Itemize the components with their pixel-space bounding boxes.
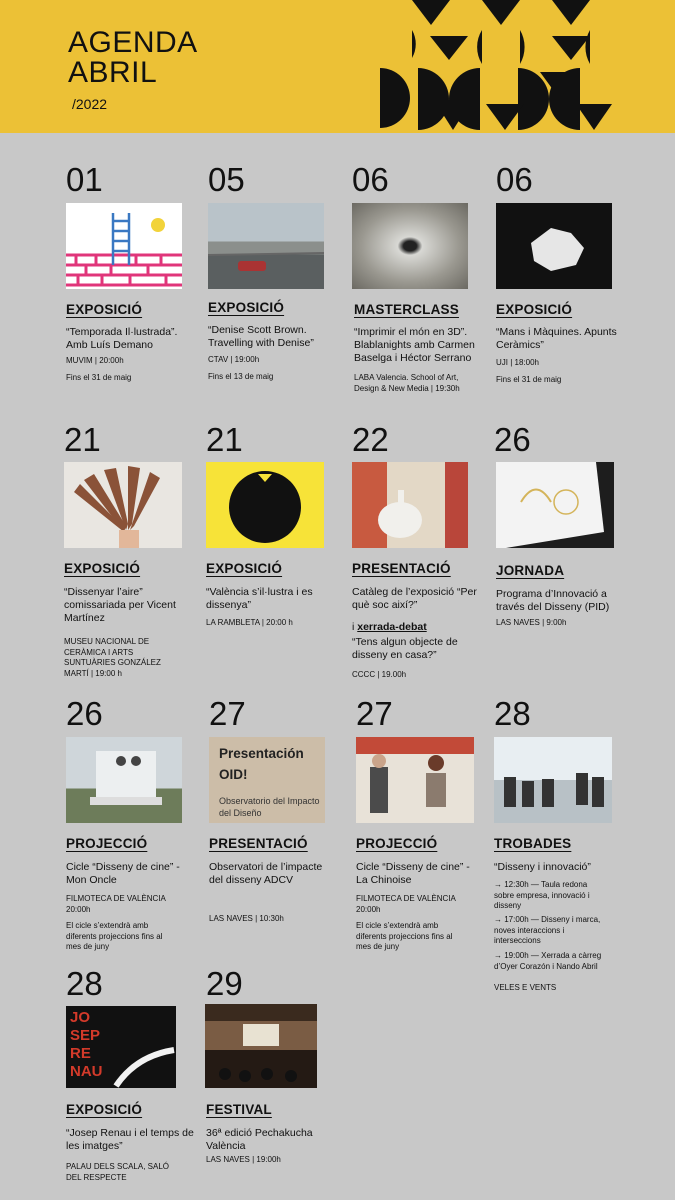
event-description: “Imprimir el món en 3D”. Blablanights amb Carmen Baselga i Héctor Serrano (354, 326, 475, 364)
desc-prefix: i (352, 621, 358, 633)
event-day: 01 (66, 161, 103, 198)
event-venue: PALAU DELS SCALA, SALÓ DEL RESPECTE (66, 1162, 170, 1182)
event-day: 29 (206, 965, 243, 1002)
event-day: 06 (496, 161, 533, 198)
event-day: 28 (494, 695, 531, 732)
event-extra: Fins el 13 de maig (208, 372, 274, 381)
event-description: “Mans i Màquines. Apunts Ceràmics” (496, 326, 617, 351)
event-image (496, 462, 614, 548)
event-description: Cicle “Disseny de cine” -Mon Oncle (66, 861, 180, 886)
event-venue: FILMOTECA DE VALÈNCIA 20:00h (66, 894, 166, 914)
event-venue: MUVIM | 20:00h (66, 356, 124, 365)
event-image (352, 203, 468, 289)
event-image (206, 462, 324, 548)
event-day: 05 (208, 161, 245, 198)
event-description: “Dissenyar l’aire” comissariada per Vicent Martínez (64, 586, 176, 624)
event-venue: FILMOTECA DE VALÈNCIA 20:00h (356, 894, 456, 914)
event-category: EXPOSICIÓ (206, 561, 283, 576)
event-image (356, 737, 474, 823)
event-category: FESTIVAL (206, 1102, 272, 1117)
header-banner (0, 0, 675, 133)
event-day: 26 (494, 421, 531, 458)
event-category: EXPOSICIÓ (64, 561, 141, 576)
event-image (208, 203, 324, 289)
event-day: 28 (66, 965, 103, 1002)
event-venue: LAS NAVES | 9:00h (496, 618, 567, 627)
event-extra: Fins el 31 de maig (66, 373, 132, 382)
event-description: “València s’il·lustra i es dissenya” (206, 586, 313, 611)
event-description-3: “Tens algun objecte de disseny en casa?” (352, 636, 458, 661)
image-title: Presentación OID! (219, 746, 304, 782)
event-category: TROBADES (494, 836, 572, 851)
event-venue: LAS NAVES | 10:30h (209, 914, 284, 923)
event-day: 21 (64, 421, 101, 458)
event-day: 21 (206, 421, 243, 458)
title-line-2: ABRIL (68, 56, 158, 89)
event-image (494, 737, 612, 823)
event-venue: CCCC | 19.00h (352, 670, 407, 679)
schedule-item: → 17:00h — Disseny i marca, noves interaccions i interseccions (494, 915, 601, 945)
event-image (66, 737, 182, 823)
event-description: Catàleg de l’exposició “Per què soc així?” (352, 586, 477, 611)
event-day: 27 (356, 695, 393, 732)
event-image (66, 1006, 176, 1088)
event-image (205, 1004, 317, 1088)
xerrada-debat-link[interactable]: xerrada-debat (357, 621, 427, 633)
event-category: PROJECCIÓ (66, 836, 148, 851)
event-extra: El cicle s’extendrà amb diferents projeccions fins al mes de juny (66, 921, 163, 951)
schedule-item: → 12:30h — Taula redona sobre empresa, innovació i disseny (494, 880, 590, 910)
event-extra: Fins el 31 de maig (496, 375, 562, 384)
event-description-2 (352, 621, 477, 634)
year-label: /2022 (72, 96, 108, 112)
event-description: “Denise Scott Brown. Travelling with Denise” (208, 324, 314, 349)
event-description: 36ª edició Pechakucha València (206, 1127, 313, 1152)
event-venue: UJI | 18:00h (496, 358, 539, 367)
event-category: PRESENTACIÓ (352, 561, 451, 576)
event-description: Programa d’Innovació a través del Disseny (PID) (496, 588, 610, 613)
event-description: “Disseny i innovació” (494, 861, 591, 873)
event-description: Cicle “Disseny de cine” - La Chinoise (356, 861, 470, 886)
event-category: PROJECCIÓ (356, 836, 438, 851)
event-image (66, 203, 182, 289)
event-image (64, 462, 182, 548)
event-category: JORNADA (496, 563, 565, 578)
event-image (496, 203, 612, 289)
event-category: EXPOSICIÓ (208, 300, 285, 315)
event-day: 27 (209, 695, 246, 732)
event-category: EXPOSICIÓ (496, 302, 573, 317)
event-venue: LABA Valencia. School of Art, Design & New Media | 19:30h (354, 373, 460, 393)
event-venue: MUSEU NACIONAL DE CERÀMICA I ARTS SUNTUÀRIES GONZÁLEZ MARTÍ | 19:00 h (64, 637, 161, 678)
image-title: JO SEP RE NAU (70, 1009, 103, 1080)
event-category: MASTERCLASS (354, 302, 459, 317)
event-venue: VELES E VENTS (494, 983, 557, 992)
image-subtitle: Observatorio del Impacto del Diseño (219, 796, 320, 818)
event-day: 26 (66, 695, 103, 732)
event-image (209, 737, 325, 823)
event-image (352, 462, 468, 548)
page-title (68, 28, 198, 88)
schedule-item: → 19:00h — Xerrada a càrreg d’Oyer Corazón i Nando Abril (494, 951, 602, 971)
event-venue: LAS NAVES | 19:00h (206, 1155, 281, 1164)
event-description: “Josep Renau i el temps de les imatges” (66, 1127, 194, 1152)
event-day: 06 (352, 161, 389, 198)
geometric-pattern-icon (380, 0, 615, 133)
event-venue: CTAV | 19:00h (208, 355, 260, 364)
event-category: EXPOSICIÓ (66, 302, 143, 317)
event-extra: El cicle s’extendrà amb diferents projeccions fins al mes de juny (356, 921, 453, 951)
event-description: “Temporada Il·lustrada”. Amb Luís Demano (66, 326, 178, 351)
event-description: Observatori de l’impacte del disseny ADCV (209, 861, 323, 886)
event-category: PRESENTACIÓ (209, 836, 308, 851)
title-line-1: AGENDA (68, 26, 198, 59)
event-day: 22 (352, 421, 389, 458)
event-venue: LA RAMBLETA | 20:00 h (206, 618, 293, 627)
event-category: EXPOSICIÓ (66, 1102, 143, 1117)
